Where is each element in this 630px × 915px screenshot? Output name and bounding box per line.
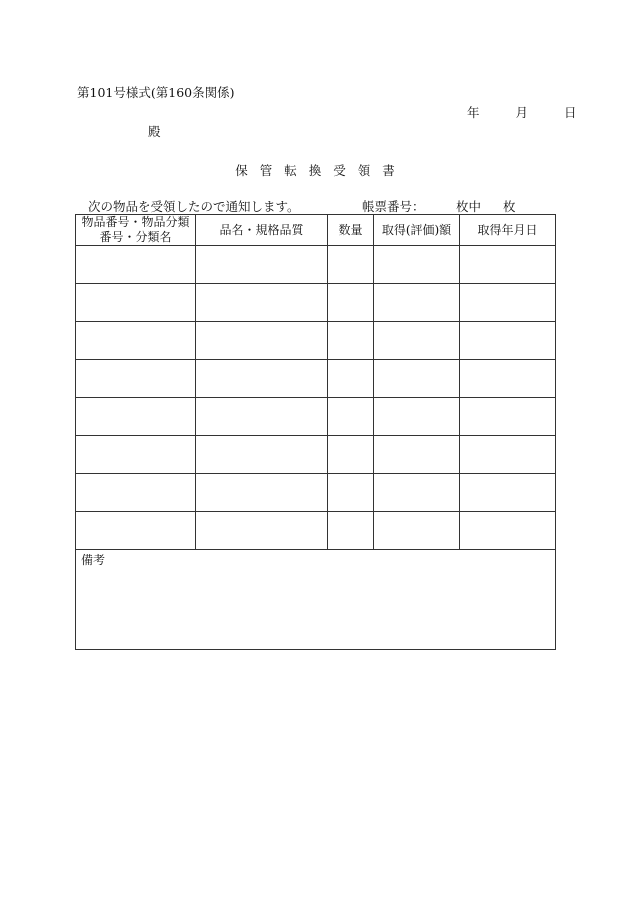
table-row (76, 436, 556, 474)
header-quantity: 数量 (328, 215, 374, 246)
header-line: 物品番号・物品分類 (81, 215, 190, 229)
table-row (76, 322, 556, 360)
title-char: 保 (235, 163, 248, 178)
date-year-label: 年 (467, 105, 480, 120)
items-table (75, 214, 556, 650)
table-cell[interactable] (328, 436, 374, 474)
title-char: 転 (284, 163, 297, 178)
table-cell[interactable] (76, 398, 196, 436)
table-row (76, 512, 556, 550)
table-cell[interactable] (76, 322, 196, 360)
table-cell[interactable] (196, 284, 328, 322)
title-char: 換 (308, 163, 322, 178)
table-cell[interactable] (196, 246, 328, 284)
table-row (76, 284, 556, 322)
header-acquisition-value: 取得(評価)額 (374, 215, 460, 246)
table-cell[interactable] (374, 474, 460, 512)
table-cell[interactable] (328, 474, 374, 512)
table-cell[interactable] (374, 512, 460, 550)
table-cell[interactable] (76, 360, 196, 398)
date-day-label: 日 (563, 105, 577, 120)
date-line (467, 103, 576, 121)
table-cell[interactable] (374, 322, 460, 360)
header-item-name: 品名・規格品質 (196, 215, 328, 246)
table-header-row (76, 215, 556, 246)
header-item-number (76, 215, 196, 246)
table-cell[interactable] (374, 284, 460, 322)
table-cell[interactable] (460, 322, 556, 360)
title-char: 書 (382, 163, 395, 178)
table-cell[interactable] (374, 360, 460, 398)
table-cell[interactable] (460, 246, 556, 284)
table-cell[interactable] (196, 360, 328, 398)
table-cell[interactable] (460, 512, 556, 550)
remarks-label: 備考 (81, 553, 106, 567)
table-cell[interactable] (374, 436, 460, 474)
slip-sheets-of-label: 枚中 (456, 199, 482, 214)
table-cell[interactable] (76, 436, 196, 474)
table-row (76, 246, 556, 284)
remarks-cell[interactable] (76, 550, 556, 650)
title-char: 管 (259, 163, 273, 178)
table-cell[interactable] (374, 246, 460, 284)
table-cell[interactable] (76, 246, 196, 284)
table-cell[interactable] (196, 474, 328, 512)
table-cell[interactable] (196, 512, 328, 550)
table-cell[interactable] (460, 436, 556, 474)
table-cell[interactable] (460, 398, 556, 436)
table-cell[interactable] (460, 360, 556, 398)
title-char: 領 (357, 163, 371, 178)
table-cell[interactable] (76, 474, 196, 512)
slip-number-label: 帳票番号： (362, 199, 425, 214)
addressee-suffix: 殿 (148, 124, 161, 139)
table-cell[interactable] (328, 284, 374, 322)
notice-text: 次の物品を受領したので通知します。 (88, 199, 300, 214)
table-cell[interactable] (328, 246, 374, 284)
table-cell[interactable] (460, 284, 556, 322)
table-row (76, 360, 556, 398)
slip-sheet-label: 枚 (503, 199, 516, 214)
remarks-row (76, 550, 556, 650)
table-cell[interactable] (328, 512, 374, 550)
table-cell[interactable] (196, 436, 328, 474)
title-char: 受 (333, 163, 346, 178)
form-number: 第101号様式(第160条関係) (77, 85, 235, 100)
table-cell[interactable] (196, 322, 328, 360)
date-month-label: 月 (515, 105, 528, 120)
table-cell[interactable] (328, 322, 374, 360)
header-line: 番号・分類名 (99, 230, 172, 244)
table-cell[interactable] (76, 284, 196, 322)
table-cell[interactable] (196, 398, 328, 436)
table-row (76, 474, 556, 512)
table-cell[interactable] (328, 398, 374, 436)
header-acquisition-date: 取得年月日 (460, 215, 556, 246)
table-cell[interactable] (328, 360, 374, 398)
table-row (76, 398, 556, 436)
table-cell[interactable] (460, 474, 556, 512)
table-cell[interactable] (374, 398, 460, 436)
document-title (0, 161, 630, 179)
table-cell[interactable] (76, 512, 196, 550)
